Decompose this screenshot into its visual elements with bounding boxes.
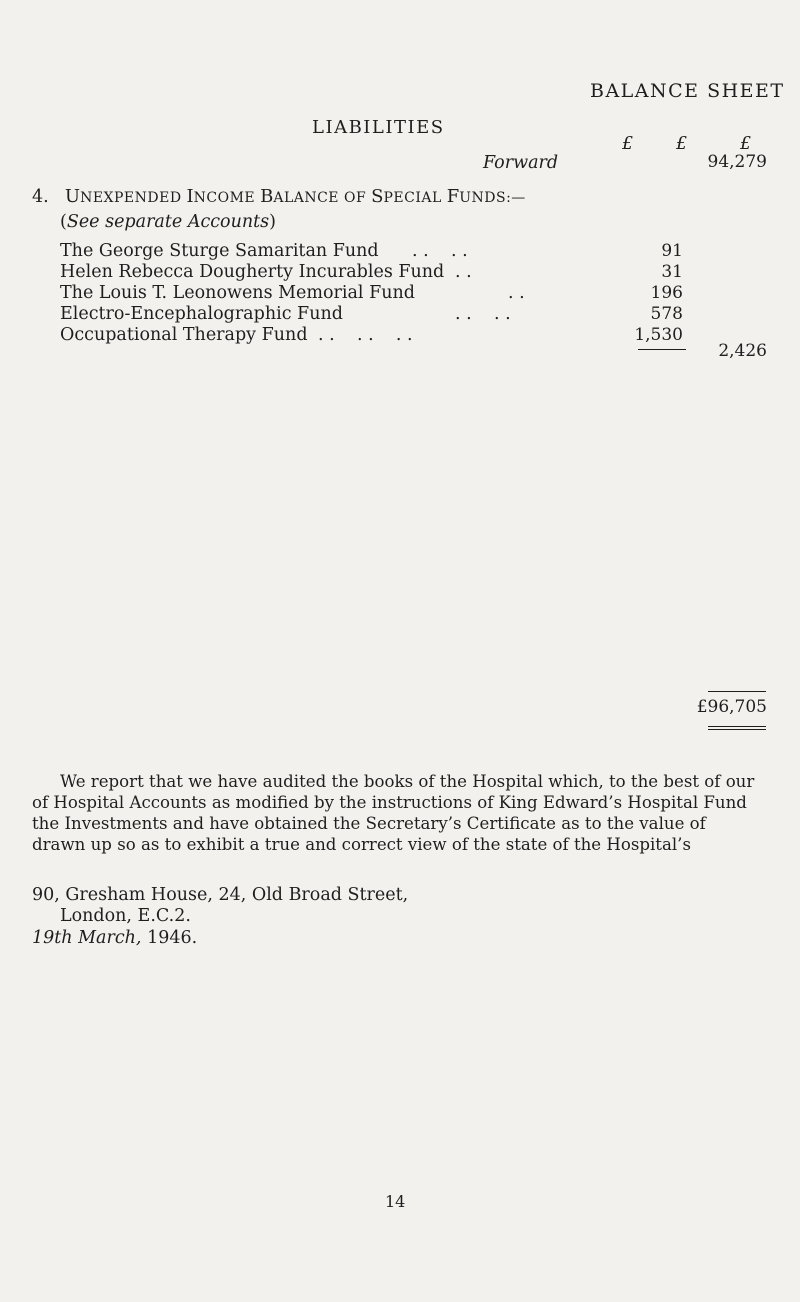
section-title-part: UNDS:—: [459, 190, 526, 206]
grand-total: £96,705: [696, 697, 767, 717]
fund-row: [60, 262, 444, 282]
fund-amount: 31: [661, 262, 683, 282]
fund-row: [60, 304, 343, 324]
report-date-day: 19th March,: [32, 928, 142, 948]
report-date: [32, 928, 197, 948]
report-date-year: 1946.: [141, 928, 198, 948]
section-title-part: NCOME: [193, 190, 261, 206]
fund-leader: . .: [508, 283, 525, 303]
fund-amount: 1,530: [634, 325, 683, 345]
currency-header-col2: £: [676, 134, 688, 154]
grand-total-rule-bottom-1: [708, 726, 766, 727]
currency-header-col1: £: [622, 134, 634, 154]
section-title-part: NEXPENDED: [80, 190, 187, 206]
note-close-paren: ): [269, 212, 276, 232]
audit-report-line: of Hospital Accounts as modified by the instructions of King Edward’s Hospital Fund: [32, 793, 747, 812]
currency-header-col3: £: [740, 134, 752, 154]
page-title: BALANCE SHEET: [590, 80, 785, 102]
forward-label: Forward: [483, 153, 559, 173]
fund-name: The Louis T. Leonowens Memorial Fund: [60, 283, 415, 303]
section-title-part: PECIAL: [383, 190, 447, 206]
fund-amount: 196: [650, 283, 683, 303]
note-text: See separate Accounts: [66, 212, 270, 232]
fund-row: [60, 325, 308, 345]
audit-report-line: drawn up so as to exhibit a true and correct view of the state of the Hospital’s: [32, 835, 691, 854]
section-heading-liabilities: LIABILITIES: [312, 117, 445, 138]
section-title-part: F: [446, 186, 460, 207]
fund-name: Helen Rebecca Dougherty Incurables Fund: [60, 262, 445, 282]
fund-amount: 91: [661, 241, 683, 261]
funds-total: 2,426: [718, 341, 767, 361]
fund-leader: . . . .: [455, 304, 511, 324]
section-title-part: I: [186, 186, 194, 207]
fund-leader: . . . . . .: [318, 325, 413, 345]
section-title-part: B: [260, 186, 274, 207]
subtotal-rule: [638, 349, 686, 350]
grand-total-rule-bottom-2: [708, 729, 766, 730]
fund-row: [60, 283, 415, 303]
section-4-heading: [32, 186, 526, 207]
fund-amount: 578: [650, 304, 683, 324]
forward-amount: 94,279: [707, 152, 767, 172]
fund-name: Electro-Encephalographic Fund: [60, 304, 343, 324]
address-line-2: London, E.C.2.: [60, 906, 191, 926]
section-note: [60, 212, 276, 232]
note-open-paren: (: [60, 212, 67, 232]
page-number: 14: [385, 1192, 406, 1211]
fund-leader: . .: [455, 262, 472, 282]
section-title-part: S: [371, 186, 384, 207]
section-title-part: ALANCE OF: [273, 190, 372, 206]
audit-report-line: the Investments and have obtained the Secretary’s Certificate as to the value of: [32, 814, 706, 833]
fund-name: The George Sturge Samaritan Fund: [60, 241, 379, 261]
grand-total-rule-top: [708, 691, 766, 692]
address-line-1: 90, Gresham House, 24, Old Broad Street,: [32, 885, 409, 905]
fund-leader: . . . .: [412, 241, 468, 261]
section-number: 4.: [32, 187, 49, 207]
audit-report-line: We report that we have audited the books of the Hospital which, to the best of our: [60, 772, 755, 791]
section-title-part: U: [64, 186, 81, 207]
fund-name: Occupational Therapy Fund: [60, 325, 308, 345]
fund-row: [60, 241, 379, 261]
